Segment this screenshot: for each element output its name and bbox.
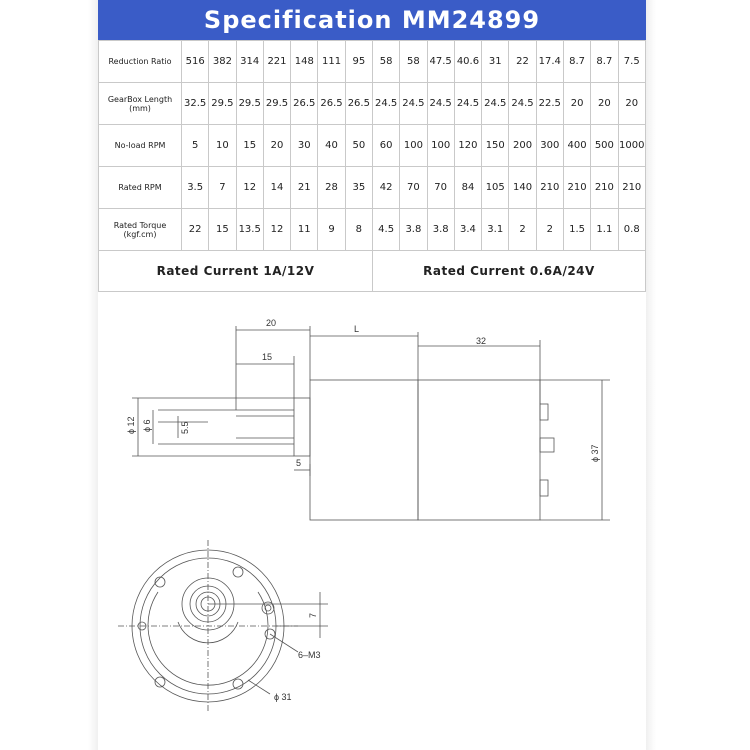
spec-table [98, 40, 646, 292]
spec-cell: 8 [345, 209, 372, 251]
gearbox-body [310, 380, 418, 520]
spec-row-label-text: Reduction Ratio [108, 57, 172, 66]
spec-cell: 5 [182, 125, 209, 167]
spec-cell: 13.5 [236, 209, 263, 251]
spec-cell: 70 [427, 167, 454, 209]
spec-cell: 1.5 [563, 209, 590, 251]
spec-cell: 300 [536, 125, 563, 167]
spec-sheet [98, 0, 646, 750]
spec-cell: 29.5 [236, 83, 263, 125]
spec-cell: 400 [563, 125, 590, 167]
spec-cell: 42 [372, 167, 399, 209]
dim-32-label: 32 [476, 336, 487, 346]
spec-row [99, 83, 646, 125]
spec-row-label-text: GearBox Length [107, 94, 173, 104]
spec-cell: 20 [563, 83, 590, 125]
spec-cell: 15 [209, 209, 236, 251]
spec-row-label-text: Rated RPM [118, 183, 162, 192]
dim-6m3-label: 6–M3 [298, 650, 321, 660]
spec-cell: 8.7 [563, 41, 590, 83]
spec-cell: 24.5 [427, 83, 454, 125]
spec-cell: 10 [209, 125, 236, 167]
spec-cell: 40 [318, 125, 345, 167]
spec-cell: 84 [454, 167, 481, 209]
front-arc [148, 592, 268, 685]
spec-row-label [99, 209, 182, 251]
dim-15-label: 15 [262, 352, 273, 362]
spec-cell: 2 [536, 209, 563, 251]
spec-cell: 105 [482, 167, 509, 209]
spec-cell: 29.5 [209, 83, 236, 125]
spec-cell: 26.5 [291, 83, 318, 125]
spec-cell: 24.5 [509, 83, 536, 125]
spec-row-label-text: No-load RPM [114, 141, 166, 150]
spec-row-label [99, 167, 182, 209]
rated-current-12v: Rated Current 1A/12V [99, 251, 373, 292]
spec-row-label [99, 83, 182, 125]
spec-cell: 500 [591, 125, 618, 167]
spec-cell: 3.1 [482, 209, 509, 251]
dim-5-label: 5 [296, 458, 302, 468]
spec-cell: 21 [291, 167, 318, 209]
spec-row-label [99, 41, 182, 83]
spec-cell: 7.5 [618, 41, 646, 83]
spec-cell: 516 [182, 41, 209, 83]
spec-cell: 12 [236, 167, 263, 209]
spec-cell: 29.5 [263, 83, 290, 125]
spec-cell: 100 [400, 125, 427, 167]
motor-drawing-svg [98, 292, 646, 750]
spec-cell: 140 [509, 167, 536, 209]
spec-cell: 120 [454, 125, 481, 167]
spec-cell: 200 [509, 125, 536, 167]
spec-cell: 47.5 [427, 41, 454, 83]
spec-cell: 22.5 [536, 83, 563, 125]
spec-cell: 8.7 [591, 41, 618, 83]
spec-cell: 382 [209, 41, 236, 83]
dim-phi6-label: ϕ 6 [142, 419, 152, 432]
spec-cell: 210 [536, 167, 563, 209]
spec-cell: 148 [291, 41, 318, 83]
spec-cell: 3.5 [182, 167, 209, 209]
dim-20-label: 20 [266, 318, 277, 328]
dim-5-5-label: 5.5 [180, 421, 190, 434]
spec-cell: 100 [427, 125, 454, 167]
rated-current-24v: Rated Current 0.6A/24V [372, 251, 645, 292]
spec-cell: 31 [482, 41, 509, 83]
rated-current-row [99, 251, 646, 292]
spec-cell: 221 [263, 41, 290, 83]
spec-cell: 12 [263, 209, 290, 251]
spec-cell: 24.5 [482, 83, 509, 125]
spec-cell: 7 [209, 167, 236, 209]
spec-cell: 111 [318, 41, 345, 83]
spec-row-unit: (mm) [129, 103, 151, 113]
spec-cell: 24.5 [372, 83, 399, 125]
dim-7-label: 7 [308, 612, 318, 618]
spec-cell: 24.5 [454, 83, 481, 125]
spec-row [99, 125, 646, 167]
spec-row-unit: (kgf.cm) [123, 229, 157, 239]
spec-cell: 11 [291, 209, 318, 251]
spec-cell: 26.5 [345, 83, 372, 125]
spec-row [99, 209, 646, 251]
spec-cell: 60 [372, 125, 399, 167]
spec-cell: 22 [182, 209, 209, 251]
dim-phi37-label: ϕ 37 [590, 444, 600, 462]
spec-cell: 150 [482, 125, 509, 167]
spec-title: Specification MM24899 [98, 0, 646, 40]
spec-cell: 20 [618, 83, 646, 125]
spec-cell: 20 [591, 83, 618, 125]
spec-cell: 3.8 [427, 209, 454, 251]
spec-cell: 15 [236, 125, 263, 167]
spec-row [99, 41, 646, 83]
spec-cell: 26.5 [318, 83, 345, 125]
spec-cell: 210 [591, 167, 618, 209]
motor-drawing [98, 292, 646, 750]
spec-row-label [99, 125, 182, 167]
spec-cell: 3.4 [454, 209, 481, 251]
spec-cell: 58 [400, 41, 427, 83]
spec-cell: 22 [509, 41, 536, 83]
spec-cell: 70 [400, 167, 427, 209]
spec-cell: 210 [563, 167, 590, 209]
spec-cell: 2 [509, 209, 536, 251]
motor-body [418, 380, 540, 520]
spec-cell: 314 [236, 41, 263, 83]
spec-cell: 3.8 [400, 209, 427, 251]
spec-cell: 40.6 [454, 41, 481, 83]
spec-cell: 24.5 [400, 83, 427, 125]
spec-cell: 1000 [618, 125, 646, 167]
spec-cell: 9 [318, 209, 345, 251]
spec-row-label-text: Rated Torque [113, 220, 167, 230]
spec-cell: 32.5 [182, 83, 209, 125]
spec-cell: 1.1 [591, 209, 618, 251]
spec-cell: 4.5 [372, 209, 399, 251]
spec-cell: 28 [318, 167, 345, 209]
dim-phi31-label: ϕ 31 [274, 692, 292, 702]
spec-cell: 20 [263, 125, 290, 167]
spec-row [99, 167, 646, 209]
spec-cell: 0.8 [618, 209, 646, 251]
spec-cell: 35 [345, 167, 372, 209]
flange [294, 398, 310, 456]
spec-cell: 95 [345, 41, 372, 83]
spec-cell: 50 [345, 125, 372, 167]
spec-cell: 14 [263, 167, 290, 209]
spec-cell: 17.4 [536, 41, 563, 83]
spec-cell: 30 [291, 125, 318, 167]
spec-cell: 210 [618, 167, 646, 209]
dim-phi12-label: ϕ 12 [126, 416, 136, 434]
spec-cell: 58 [372, 41, 399, 83]
dim-l-label: L [354, 324, 360, 334]
